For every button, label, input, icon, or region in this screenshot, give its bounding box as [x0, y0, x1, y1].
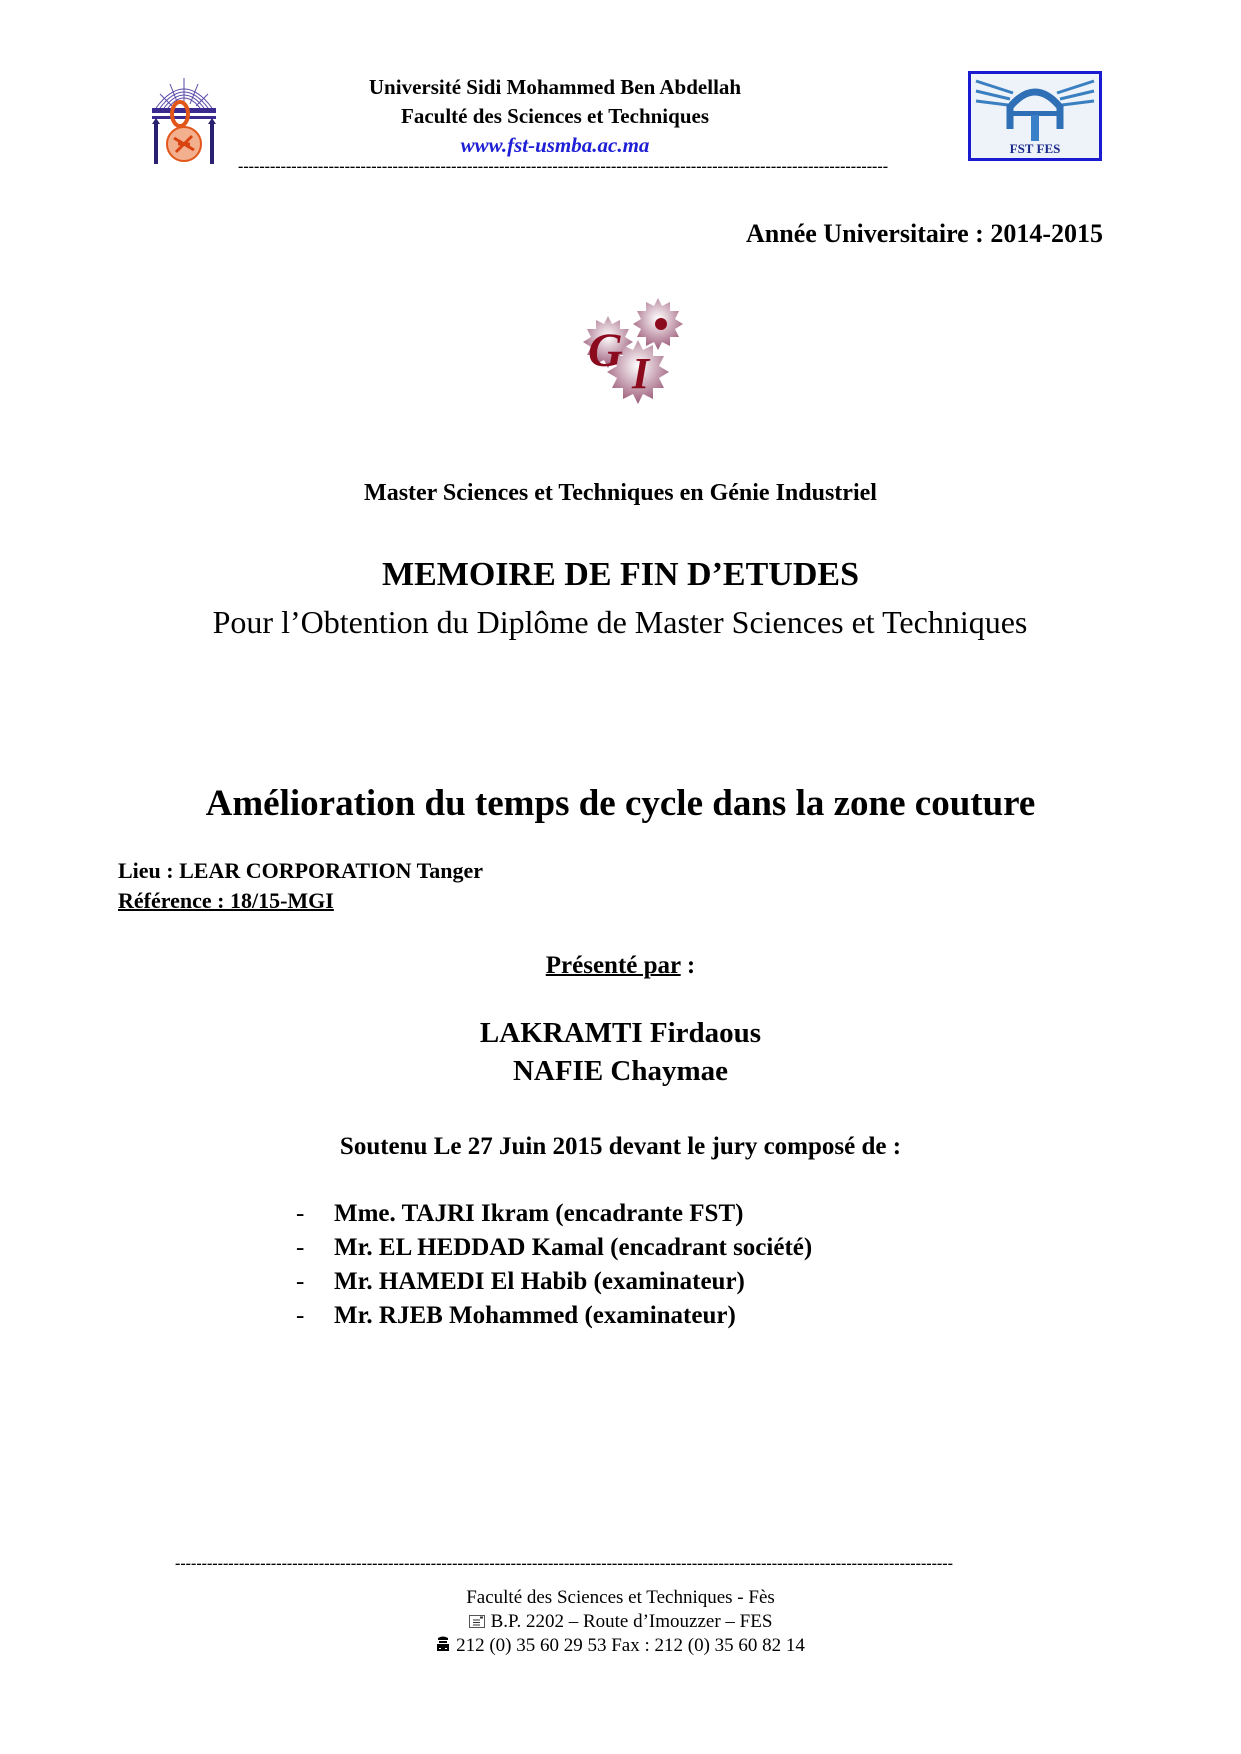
bullet-dash: - — [296, 1200, 305, 1227]
jury-member — [296, 1197, 812, 1231]
jury-member-text: Mr. RJEB Mohammed (examinateur) — [334, 1302, 736, 1329]
footer-faculty: Faculté des Sciences et Techniques - Fès — [466, 1587, 775, 1608]
bullet-dash: - — [296, 1268, 305, 1295]
jury-member — [296, 1265, 812, 1299]
author-name: LAKRAMTI Firdaous — [479, 1017, 762, 1049]
document-type: MEMOIRE DE FIN D’ETUDES — [382, 556, 859, 593]
footer-phone-text: 212 (0) 35 60 29 53 Fax : 212 (0) 35 60 82 14 — [456, 1635, 805, 1656]
defense-statement: Soutenu Le 27 Juin 2015 devant le jury composé de : — [339, 1133, 902, 1160]
bullet-dash: - — [296, 1234, 305, 1261]
bullet-dash: - — [296, 1302, 305, 1329]
jury-member-text: Mme. TAJRI Ikram (encadrante FST) — [334, 1200, 744, 1227]
university-name: Université Sidi Mohammed Ben Abdellah — [368, 75, 742, 99]
gi-gears-logo — [570, 296, 695, 406]
thesis-title: Amélioration du temps de cycle dans la zone couture — [205, 783, 1036, 824]
program-name: Master Sciences et Techniques en Génie Industriel — [364, 480, 877, 506]
footer-divider: -------------------------------------------------------------------------------------------------------------------------------------------------- — [175, 1555, 953, 1572]
presented-by-label: Présenté par — [545, 952, 681, 979]
reference-number — [118, 888, 334, 914]
fst-fes-logo — [968, 71, 1102, 161]
jury-member — [296, 1299, 812, 1333]
svg-text:I: I — [632, 349, 650, 398]
website-link[interactable]: www.fst-usmba.ac.ma — [460, 133, 650, 157]
mail-icon — [469, 1612, 485, 1634]
degree-purpose: Pour l’Obtention du Diplôme de Master Sciences et Techniques — [212, 604, 1028, 640]
academic-year: Année Universitaire : 2014-2015 — [746, 219, 1103, 248]
presented-by-colon: : — [680, 952, 696, 979]
jury-list — [296, 1197, 812, 1333]
faculty-name: Faculté des Sciences et Techniques — [401, 104, 709, 128]
presented-by — [0, 952, 1241, 980]
footer-address — [0, 1611, 1241, 1634]
header-divider: -------------------------------------------------------------------------------------------------------------------------- — [238, 158, 889, 175]
university-logo — [148, 74, 220, 166]
svg-text:FST FES: FST FES — [1009, 141, 1061, 156]
phone-icon — [436, 1636, 450, 1658]
jury-member-text: Mr. EL HEDDAD Kamal (encadrant société) — [334, 1234, 813, 1261]
jury-member — [296, 1231, 812, 1265]
footer-phone — [0, 1635, 1241, 1658]
footer-address-text: B.P. 2202 – Route d’Imouzzer – FES — [490, 1611, 773, 1632]
svg-text:G: G — [588, 324, 623, 377]
author-name: NAFIE Chaymae — [512, 1055, 729, 1087]
jury-member-text: Mr. HAMEDI El Habib (examinateur) — [334, 1268, 745, 1295]
internship-location: Lieu : LEAR CORPORATION Tanger — [118, 858, 484, 883]
reference-text: Référence : 18/15-MGI — [118, 888, 334, 913]
